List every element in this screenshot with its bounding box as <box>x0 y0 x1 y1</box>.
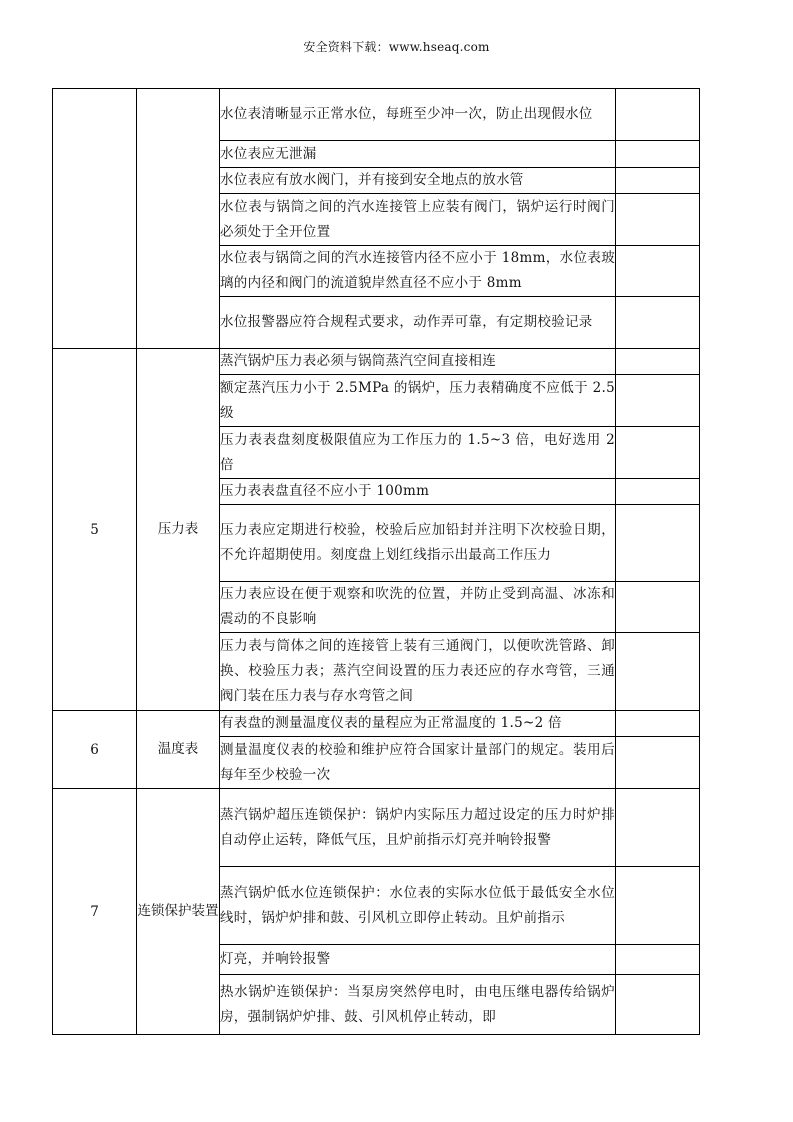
requirement-cell: 水位表与锅筒之间的汽水连接管内径不应小于 18mm，水位表玻璃的内径和阀门的流道貌岸然直径不应小于 8mm <box>220 246 616 297</box>
row-number-cell: 6 <box>53 711 137 789</box>
row-number-cell: 5 <box>53 349 137 711</box>
requirement-cell: 灯亮，并响铃报警 <box>220 945 616 975</box>
requirement-cell: 额定蒸汽压力小于 2.5MPa 的锅炉，压力表精确度不应低于 2.5 级 <box>220 375 616 427</box>
requirement-cell: 压力表与筒体之间的连接管上装有三通阀门，以便吹洗管路、卸换、校验压力表；蒸汽空间设置的压力表还应的存水弯管，三通阀门装在压力表与存水弯管之间 <box>220 633 616 711</box>
row-number-cell <box>53 89 137 349</box>
result-cell <box>616 633 700 711</box>
inspection-table <box>52 88 700 1035</box>
result-cell <box>616 168 700 194</box>
requirement-cell: 压力表表盘直径不应小于 100mm <box>220 479 616 505</box>
requirement-cell: 水位表清晰显示正常水位，每班至少冲一次，防止出现假水位 <box>220 89 616 141</box>
requirement-cell: 有表盘的测量温度仪表的量程应为正常温度的 1.5~2 倍 <box>220 711 616 737</box>
result-cell <box>616 945 700 975</box>
requirement-cell: 测量温度仪表的校验和维护应符合国家计量部门的规定。装用后每年至少校验一次 <box>220 737 616 789</box>
result-cell <box>616 89 700 141</box>
result-cell <box>616 479 700 505</box>
requirement-cell: 水位表应无泄漏 <box>220 141 616 168</box>
result-cell <box>616 297 700 349</box>
table-row <box>53 89 700 141</box>
result-cell <box>616 349 700 375</box>
result-cell <box>616 246 700 297</box>
result-cell <box>616 582 700 633</box>
row-number-cell: 7 <box>53 789 137 1035</box>
item-name-cell <box>137 89 220 349</box>
result-cell <box>616 789 700 867</box>
item-name-cell: 连锁保护装置 <box>137 789 220 1035</box>
result-cell <box>616 737 700 789</box>
requirement-cell: 水位报警器应符合规程式要求，动作弄可靠，有定期校验记录 <box>220 297 616 349</box>
table-row <box>53 349 700 375</box>
requirement-cell: 蒸汽锅炉低水位连锁保护：水位表的实际水位低于最低安全水位线时，锅炉炉排和鼓、引风机立即停止转动。且炉前指示 <box>220 867 616 945</box>
result-cell <box>616 867 700 945</box>
item-name-cell: 温度表 <box>137 711 220 789</box>
requirement-cell: 蒸汽锅炉压力表必须与锅筒蒸汽空间直接相连 <box>220 349 616 375</box>
requirement-cell: 水位表与锅筒之间的汽水连接管上应装有阀门，锅炉运行时阀门必须处于全开位置 <box>220 194 616 246</box>
requirement-cell: 水位表应有放水阀门，并有接到安全地点的放水管 <box>220 168 616 194</box>
result-cell <box>616 375 700 427</box>
requirement-cell: 蒸汽锅炉超压连锁保护：锅炉内实际压力超过设定的压力时炉排自动停止运转，降低气压，且炉前指示灯亮并响铃报警 <box>220 789 616 867</box>
result-cell <box>616 141 700 168</box>
table-row <box>53 789 700 867</box>
requirement-cell: 压力表应设在便于观察和吹洗的位置，并防止受到高温、冰冻和震动的不良影响 <box>220 582 616 633</box>
item-name-cell: 压力表 <box>137 349 220 711</box>
requirement-cell: 热水锅炉连锁保护：当泵房突然停电时，由电压继电器传给锅炉房，强制锅炉炉排、鼓、引风机停止转动，即 <box>220 975 616 1035</box>
page-header: 安全资料下载：www.hseaq.com <box>303 40 490 54</box>
result-cell <box>616 505 700 582</box>
result-cell <box>616 711 700 737</box>
result-cell <box>616 427 700 479</box>
table-row <box>53 711 700 737</box>
result-cell <box>616 975 700 1035</box>
result-cell <box>616 194 700 246</box>
requirement-cell: 压力表应定期进行校验，校验后应加铅封并注明下次校验日期，不允许超期使用。刻度盘上划红线指示出最高工作压力 <box>220 505 616 582</box>
requirement-cell: 压力表表盘刻度极限值应为工作压力的 1.5~3 倍，电好选用 2 倍 <box>220 427 616 479</box>
